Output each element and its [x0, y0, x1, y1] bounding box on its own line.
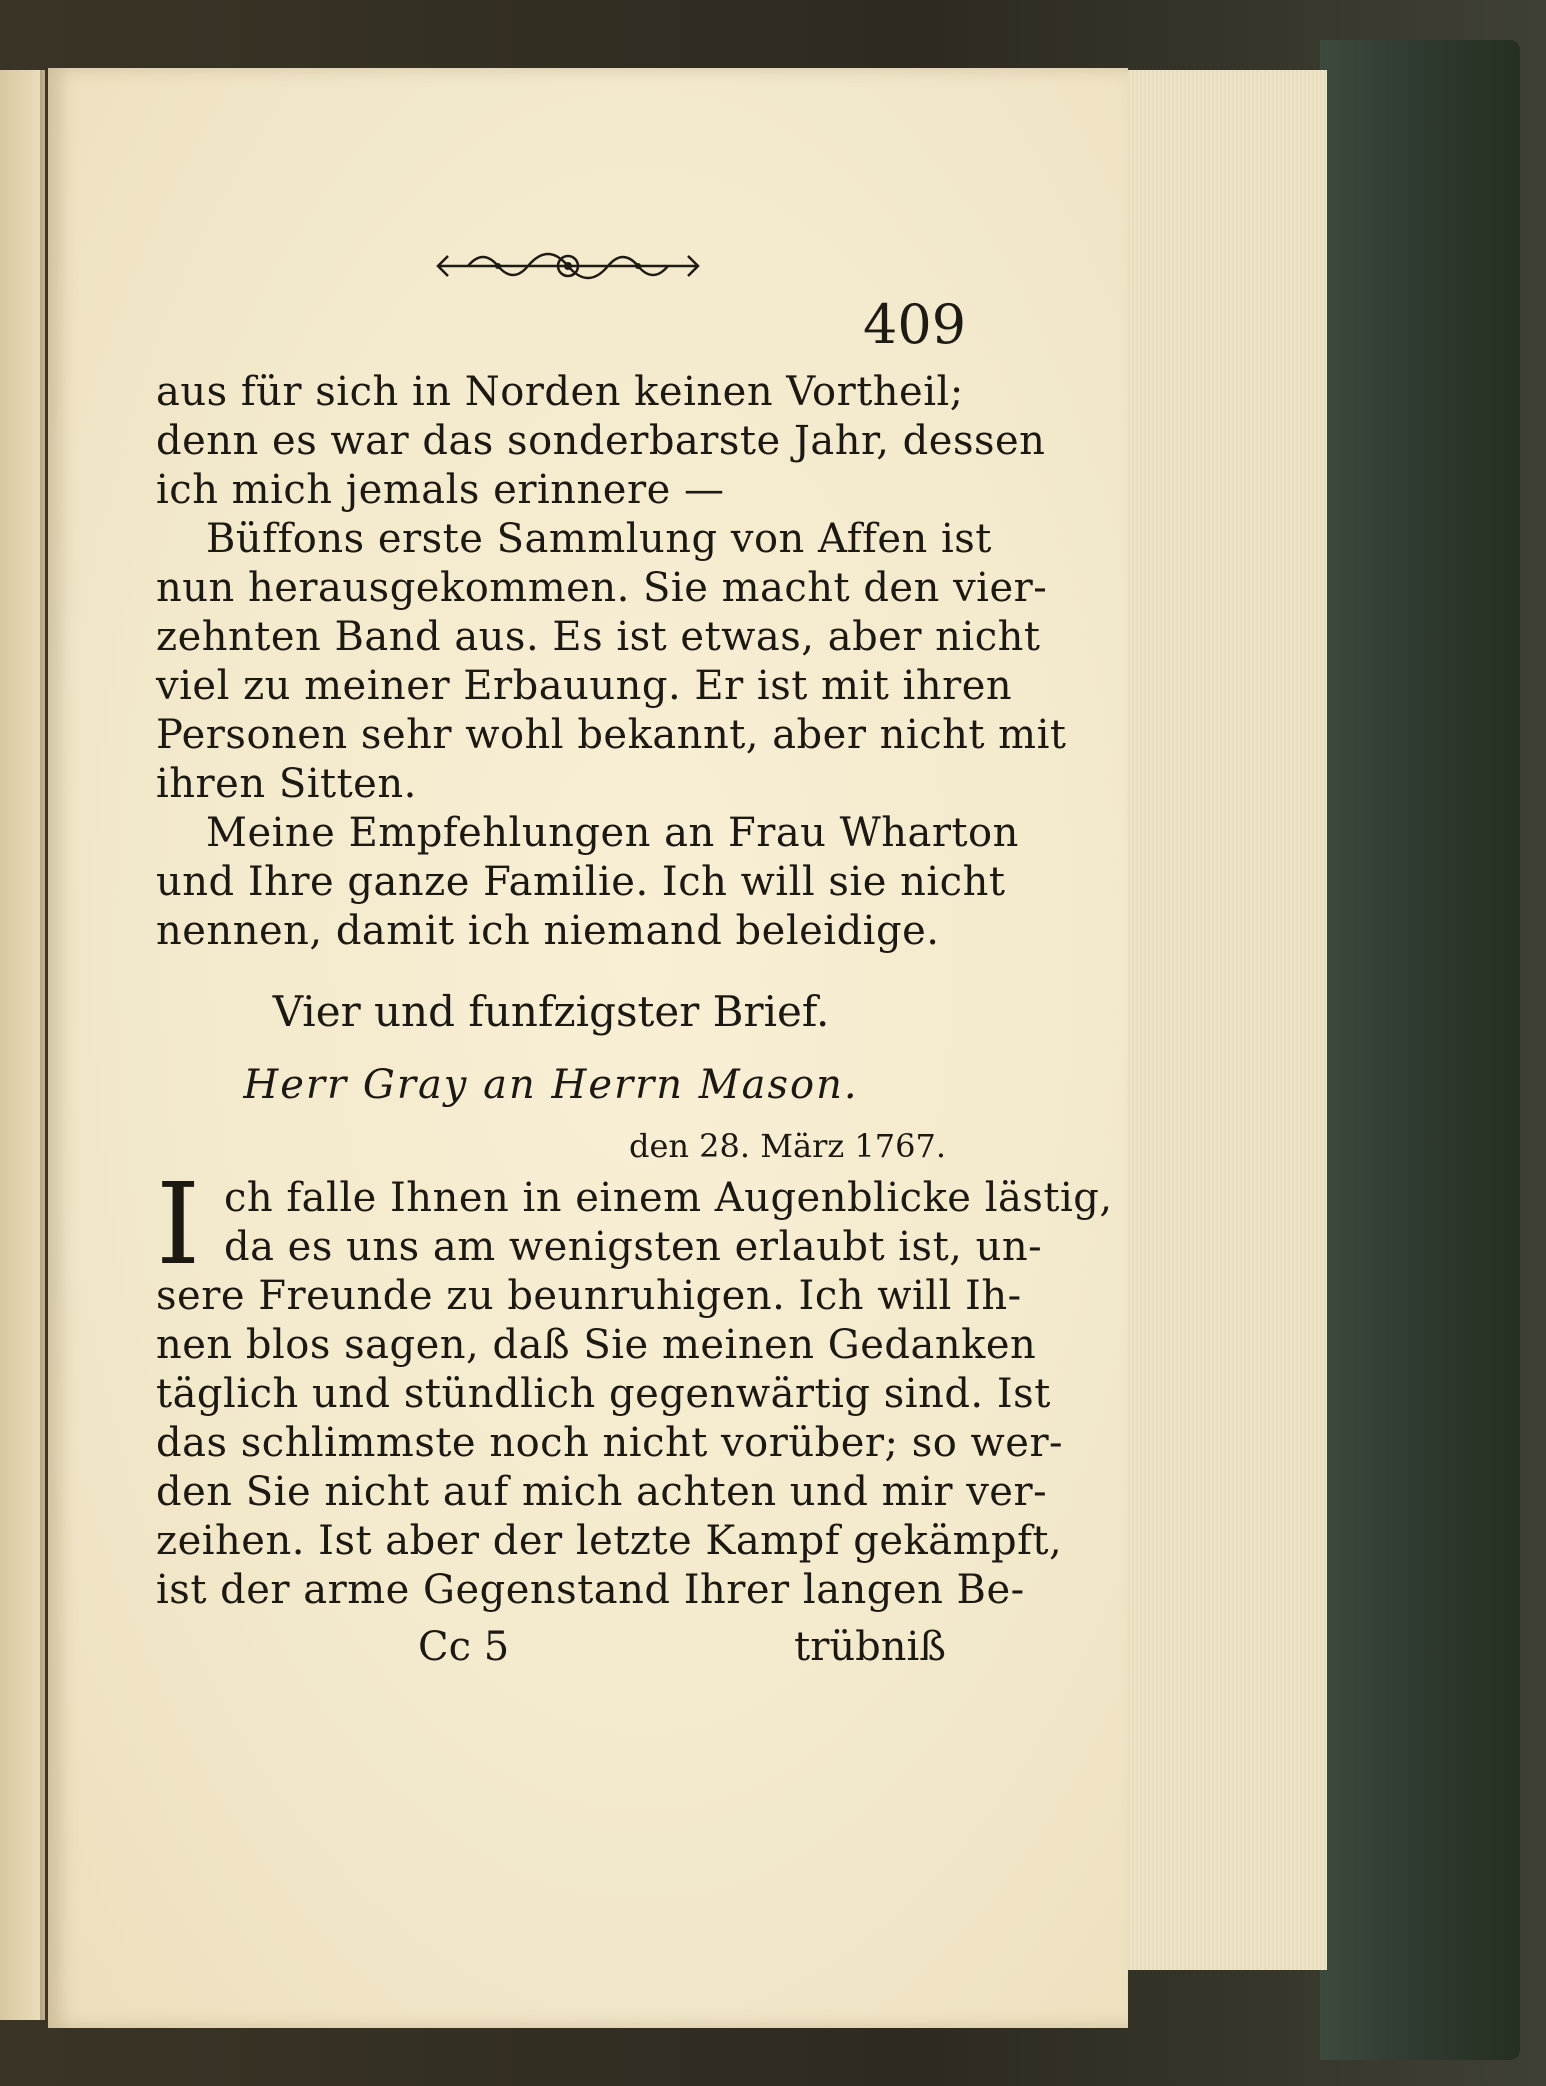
text-line: täglich und stündlich gegenwärtig sind. Ist — [156, 1371, 1051, 1417]
text-line: Büffons erste Sammlung von Affen ist — [206, 516, 992, 562]
text-line: Personen sehr wohl bekannt, aber nicht mit — [156, 712, 1067, 758]
text-line: ich mich jemals erinnere — — [156, 467, 725, 513]
page-edges — [1125, 70, 1327, 1970]
signature-mark: Cc 5 — [418, 1624, 510, 1670]
text-line: zeihen. Ist aber der letzte Kampf gekämpft, — [156, 1518, 1063, 1564]
text-line: viel zu meiner Erbauung. Er ist mit ihren — [156, 663, 1013, 709]
text-line: da es uns am wenigsten erlaubt ist, un- — [224, 1224, 1043, 1270]
letter-date: den 28. März 1767. — [628, 1127, 946, 1165]
text-line: das schlimmste noch nicht vorüber; so wer- — [156, 1420, 1064, 1466]
text-line: Meine Empfehlungen an Frau Wharton — [206, 810, 1019, 856]
text-line: ist der arme Gegenstand Ihrer langen Be- — [156, 1567, 1025, 1613]
letter-heading: Vier und funfzigster Brief. — [272, 987, 830, 1036]
text-line: nen blos sagen, daß Sie meinen Gedanken — [156, 1322, 1037, 1368]
text-line: ihren Sitten. — [156, 761, 417, 807]
letter-body — [156, 1160, 1113, 1615]
page-text — [156, 368, 1113, 1672]
book-page — [48, 68, 1128, 2028]
text-line: nennen, damit ich niemand beleidige. — [156, 908, 940, 954]
page-footer — [156, 1623, 946, 1672]
page-number: 409 — [863, 293, 967, 356]
text-line: sere Freunde zu beunruhigen. Ich will Ih- — [156, 1273, 1022, 1319]
ornament-icon — [428, 236, 708, 296]
text-line: und Ihre ganze Familie. Ich will sie nicht — [156, 859, 1006, 905]
text-line: denn es war das sonderbarste Jahr, dessen — [156, 418, 1046, 464]
text-line: nun herausgekommen. Sie macht den vier- — [156, 565, 1048, 611]
text-line: den Sie nicht auf mich achten und mir ver- — [156, 1469, 1048, 1515]
text-line: zehnten Band aus. Es ist etwas, aber nicht — [156, 614, 1041, 660]
drop-cap: I — [156, 1160, 201, 1290]
text-line: ch falle Ihnen in einem Augenblicke lästig, — [224, 1175, 1113, 1221]
letter-subheading: Herr Gray an Herrn Mason. — [243, 1062, 859, 1108]
facing-page-edge — [0, 70, 45, 2020]
catchword: trübniß — [794, 1624, 946, 1670]
book-cover — [1320, 40, 1520, 2060]
text-line: aus für sich in Norden keinen Vortheil; — [156, 369, 964, 415]
